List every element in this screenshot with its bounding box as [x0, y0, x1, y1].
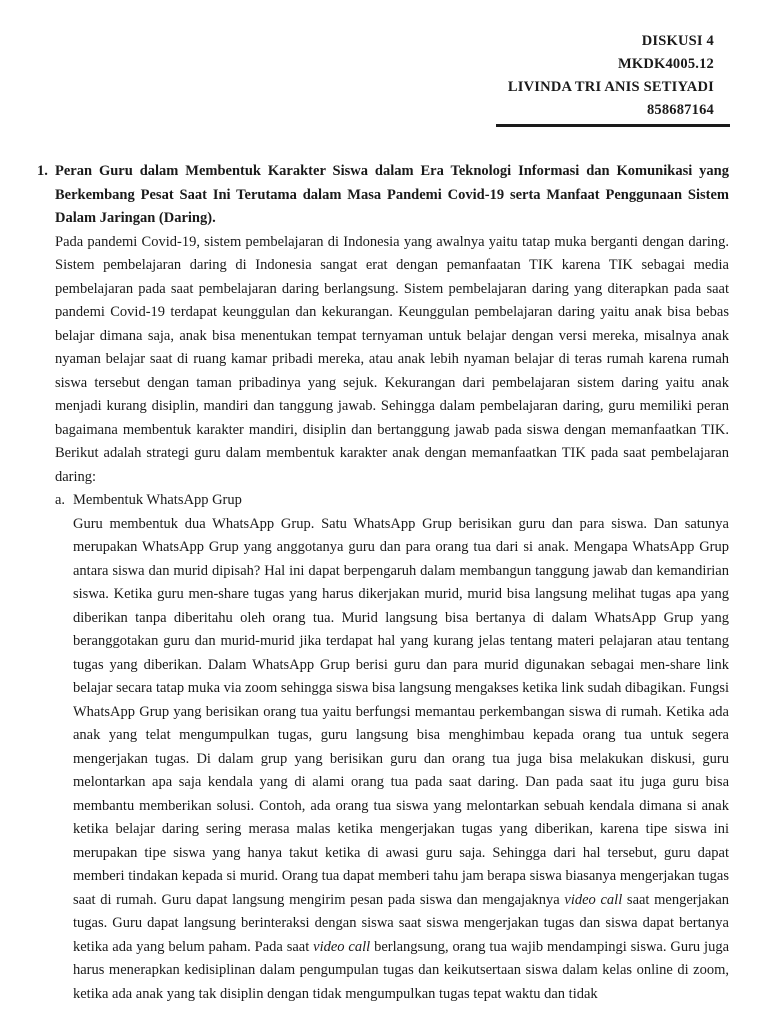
intro-paragraph: Pada pandemi Covid-19, sistem pembelajaran di Indonesia yang awalnya yaitu tatap muka berganti dengan daring. Sistem pembelajaran daring di Indonesia sangat erat dengan pemanfaatan TIK karena TIK sebagai media pembelajaran pada saat pembelajaran daring berlangsung. Sistem pembelajaran daring yang diterapkan pada saat pandemi Covid-19 terdapat keunggulan dan kekurangan. Keunggulan pembelajaran daring yaitu anak bisa bebas belajar dimana saja, anak bisa menentukan tempat ternyaman untuk belajar dengan versi mereka, misalnya anak nyaman belajar saat di ruang kamar pribadi mereka, atau anak lebih nyaman belajar di teras rumah karena rumah siswa tersebut dengan taman pribadinya yang sejuk. Kekurangan dari pembelajaran sistem daring yaitu anak menjadi kurang disiplin, mandiri dan tanggung jawab. Sehingga dalam pembelajaran daring, guru memiliki peran bagaimana membentuk karakter mandiri, disiplin dan bertanggung jawab pada siswa dengan memanfaatkan TIK. Berikut adalah strategi guru dalam membentuk karakter anak dengan memanfaatkan TIK pada saat pembelajaran daring: [55, 233, 729, 485]
discussion-title: DISKUSI 4 [641, 33, 714, 49]
section-number: 1. [37, 163, 48, 179]
header-divider [496, 124, 730, 127]
section-item [37, 160, 729, 1006]
course-code: MKDK4005.12 [617, 56, 714, 72]
student-name: LIVINDA TRI ANIS SETIYADI [507, 79, 714, 95]
document-header [508, 30, 714, 122]
subitem-a-text-2: saat mengerjakan tugas. Guru dapat langsung berinteraksi dengan siswa saat siswa mengerjakan tugas dan siswa dapat bertanya ketika ada yang belum paham. Pada saat [73, 891, 730, 955]
subitem-a-italic-2: video call [313, 938, 371, 955]
subitem-a-letter: a. [55, 492, 66, 508]
subitem-a-title: Membentuk WhatsApp Grup [73, 492, 242, 508]
subitem-a-italic-1: video call [564, 891, 623, 908]
section-body [55, 160, 729, 1006]
section-heading: Peran Guru dalam Membentuk Karakter Siswa dalam Era Teknologi Informasi dan Komunikasi yang Berkembang Pesat Saat Ini Terutama dalam Masa Pandemi Covid-19 serta Manfaat Penggunaan Sistem Dalam Jaringan (Daring). [55, 163, 729, 226]
subitem-a-text-1: Guru membentuk dua WhatsApp Grup. Satu WhatsApp Grup berisikan guru dan para siswa. Dan satunya merupakan WhatsApp Grup yang anggotanya guru dan para orang tua dari si anak. Mengapa WhatsApp Grup antara siswa dan murid dipisah? Hal ini dapat berpengaruh dalam membangun tanggung jawab dan kemandirian siswa. Ketika guru men-share tugas yang harus dikerjakan murid, murid bisa langsung melihat tugas apa yang diberikan tanpa diberitahu oleh orang tua. Murid langsung bisa bertanya di dalam WhatsApp Grup yang beranggotakan guru dan murid-murid jika terdapat hal yang kurang jelas tentang materi pelajaran atau tentang tugas yang diberikan. Dalam WhatsApp Grup berisi guru dan para murid digunakan sebagai men-share link belajar secara tatap muka via zoom sehingga siswa bisa langsung mengakses ketika link sudah dibagikan. Fungsi WhatsApp Grup yang berisikan orang tua yaitu berfungsi memantau perkembangan siswa di rumah. Ketika ada anak yang telat mengumpulkan tugas, guru langsung bisa menghimbau kepada orang tua untuk segera mengerjakan tugas. Di dalam grup yang berisikan guru dan orang tua juga bisa melakukan diskusi, guru melontarkan apa saja kendala yang di alami orang tua pada saat daring. Dan pada saat itu juga guru bisa membantu memberikan solusi. Contoh, ada orang tua siswa yang melontarkan sebuah kendala dimana si anak ketika belajar daring sering merasa malas ketika mengerjakan tugas yang diberikan, karena tipe siswa ini merupakan tipe siswa yang hanya takut ketika di awasi guru saja. Sehingga dari hal tersebut, guru dapat memberi tindakan kepada si murid. Orang tua dapat memberi tahu jam berapa siswa biasanya mengerjakan tugas saat di rumah. Guru dapat langsung mengirim pesan pada siswa dan mengajaknya [73, 515, 729, 908]
subitem-a-paragraph [73, 513, 729, 1007]
subitem-a-text-3: berlangsung, orang tua wajib mendampingi siswa. Guru juga harus menerapkan kedisiplinan dalam pengumpulan tugas dan keikutsertaan siswa dalam kelas online di zoom, ketika ada anak yang tak disiplin dengan tidak mengumpulkan tugas tepat waktu dan tidak [73, 938, 730, 1002]
subitem-a-label [55, 489, 729, 513]
student-id: 858687164 [646, 102, 714, 118]
